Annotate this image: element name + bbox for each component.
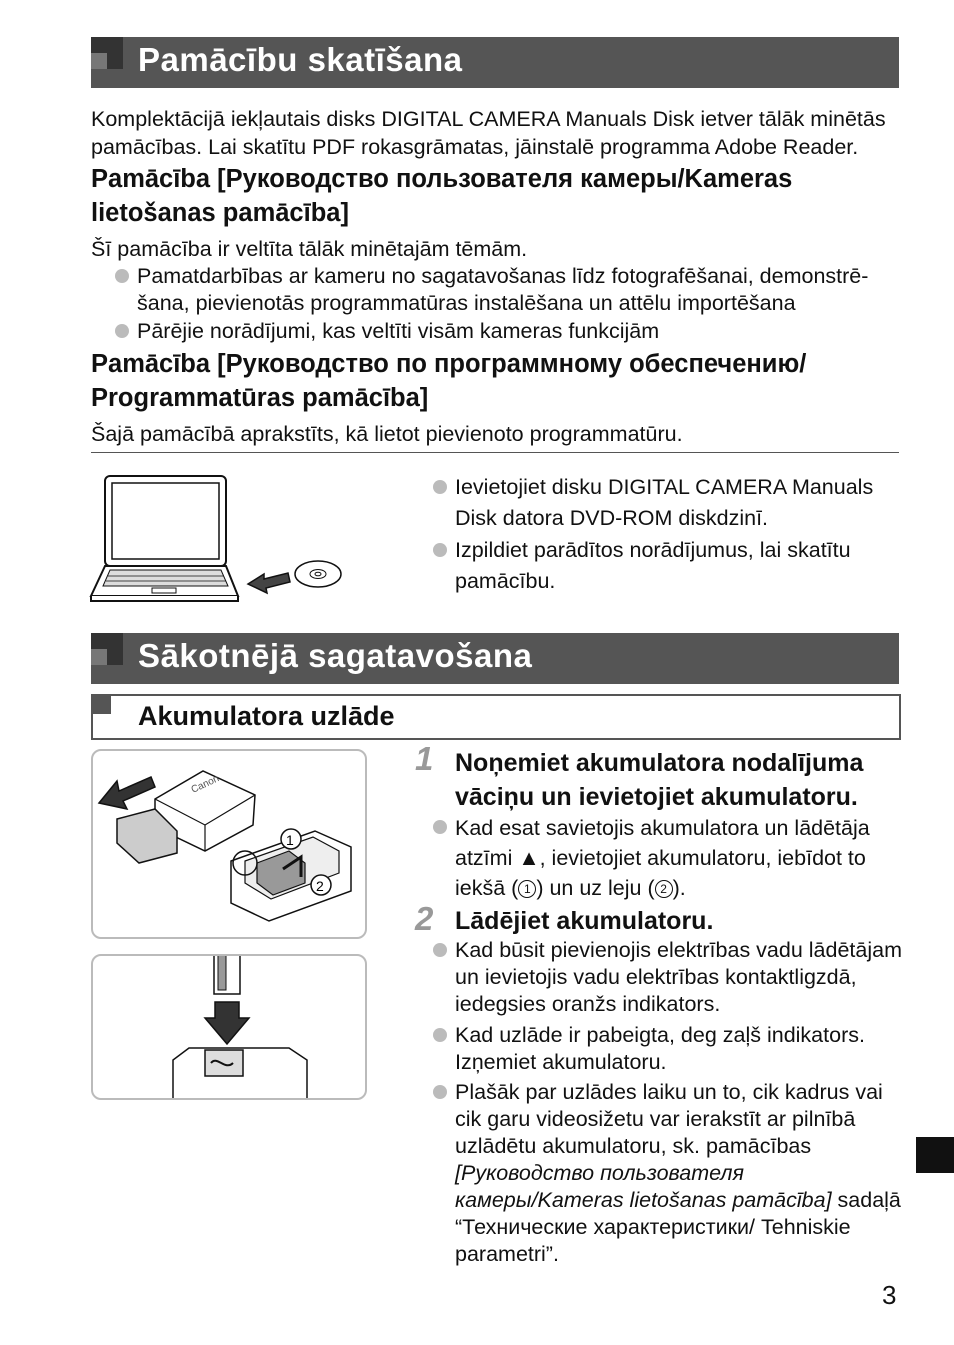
step-title: Lādējiet akumulatoru. — [455, 907, 714, 935]
section-title: Sākotnējā sagatavošana — [138, 637, 533, 674]
battery-insert-illustration — [91, 749, 367, 939]
section-title: Pamācību skatīšana — [138, 41, 463, 78]
subsection-title: Akumulatora uzlāde — [138, 701, 395, 731]
power-plug-icon — [214, 956, 240, 994]
bullet-icon — [433, 543, 447, 557]
laptop-icon — [91, 476, 238, 601]
divider — [91, 452, 899, 453]
list-item-text: Kad esat savietojis akumulatora un lādētāja atzīmi ▲, ievietojiet akumulatoru, iebīdot to iekšā ( — [455, 816, 870, 900]
arrow-left-icon — [248, 573, 290, 593]
section-banner-preparation — [91, 633, 899, 684]
mark-1-label: 1 — [286, 832, 294, 848]
list-item-text: Ievietojiet disku DIGITAL CAMERA Manuals Disk datora DVD-ROM diskdzinī. — [455, 475, 874, 530]
list-item-text: ) un uz leju ( — [536, 876, 655, 900]
banner-square-decoration-small — [91, 53, 107, 69]
list-item — [455, 1079, 905, 1268]
bullet-icon — [115, 269, 129, 283]
manual1-heading: Pamācība [Руководство пользователя камеры/Kameras lietošanas pamācība] — [91, 165, 793, 227]
list-item — [455, 937, 905, 1018]
bullet-icon — [433, 943, 447, 957]
charger-plug-illustration — [91, 954, 367, 1100]
section-banner-manuals — [91, 37, 899, 88]
intro-paragraph: Komplektācijā iekļautais disks DIGITAL CAMERA Manuals Disk ietver tālāk minētās pamācības. Lai skatītu PDF rokasgrāmatas, jāinstalē programma Adobe Reader. — [91, 107, 886, 159]
bullet-icon — [433, 1028, 447, 1042]
disc-icon — [295, 561, 341, 587]
manual2-lead: Šajā pamācībā aprakstīts, kā lietot pievienoto programmatūru. — [91, 422, 683, 446]
manual1-lead: Šī pamācība ir veltīta tālāk minētajām tēmām. — [91, 237, 528, 261]
laptop-disc-illustration — [88, 472, 350, 606]
list-item-text: Plašāk par uzlādes laiku un to, cik kadrus vai cik garu videosižetu var ierakstīt ar pilnībā uzlādētu akumulatoru, sk. pamācības — [455, 1080, 883, 1158]
arrow-left-icon — [99, 777, 155, 809]
step-number: 1 — [415, 740, 434, 777]
list-item-text: sadaļā “Технические характеристики/ Tehniskie parametri”. — [455, 1188, 901, 1266]
mark-1-circle: 1 — [518, 880, 536, 898]
list-item-text: ). — [672, 876, 686, 900]
list-item-text: Kad uzlāde ir pabeigta, deg zaļš indikators. Izņemiet akumulatoru. — [455, 1023, 865, 1074]
list-item-text: Kad būsit pievienojis elektrības vadu lādētājam un ievietojis vadu elektrības kontaktligzdā, iedegsies oranžs indikators. — [455, 938, 902, 1016]
list-item — [137, 263, 897, 317]
page-number: 3 — [882, 1280, 897, 1310]
bullet-icon — [433, 480, 447, 494]
mark-2-circle: 2 — [655, 880, 673, 898]
list-item — [455, 1022, 905, 1076]
list-item-text: Izpildiet parādītos norādījumus, lai skatītu pamācību. — [455, 538, 851, 593]
bullet-icon — [433, 1085, 447, 1099]
arrow-down-icon — [205, 1002, 249, 1044]
step-number: 2 — [415, 900, 434, 937]
subsection-square-decoration — [91, 694, 111, 714]
list-item — [455, 472, 900, 534]
chapter-tab-marker — [916, 1137, 954, 1173]
list-item-text: Pamatdarbības ar kameru no sagatavošanas līdz fotografēšanai, demonstrē-šana, pievienotās programmatūras instalēšana un attēlu importēšana — [137, 264, 869, 315]
mark-2-label: 2 — [316, 878, 324, 894]
subsection-header — [91, 694, 901, 740]
canon-logo-text: Canon — [189, 773, 221, 796]
bullet-icon — [115, 324, 129, 338]
step-title: Noņemiet akumulatora nodalījuma vāciņu un ievietojiet akumulatoru. — [455, 749, 864, 811]
manual2-heading: Pamācība [Руководство по программному обеспечению/ Programmatūras pamācība] — [91, 350, 807, 412]
list-item — [137, 318, 897, 345]
manual-reference: [Руководство пользователя камеры/Kameras lietošanas pamācība] — [455, 1161, 832, 1212]
list-item-text: Pārējie norādījumi, kas veltīti visām kameras funkcijām — [137, 319, 660, 343]
list-item — [455, 813, 905, 903]
banner-square-decoration-small — [91, 649, 107, 665]
list-item — [455, 535, 900, 597]
bullet-icon — [433, 820, 447, 834]
charger-icon — [173, 1048, 307, 1098]
